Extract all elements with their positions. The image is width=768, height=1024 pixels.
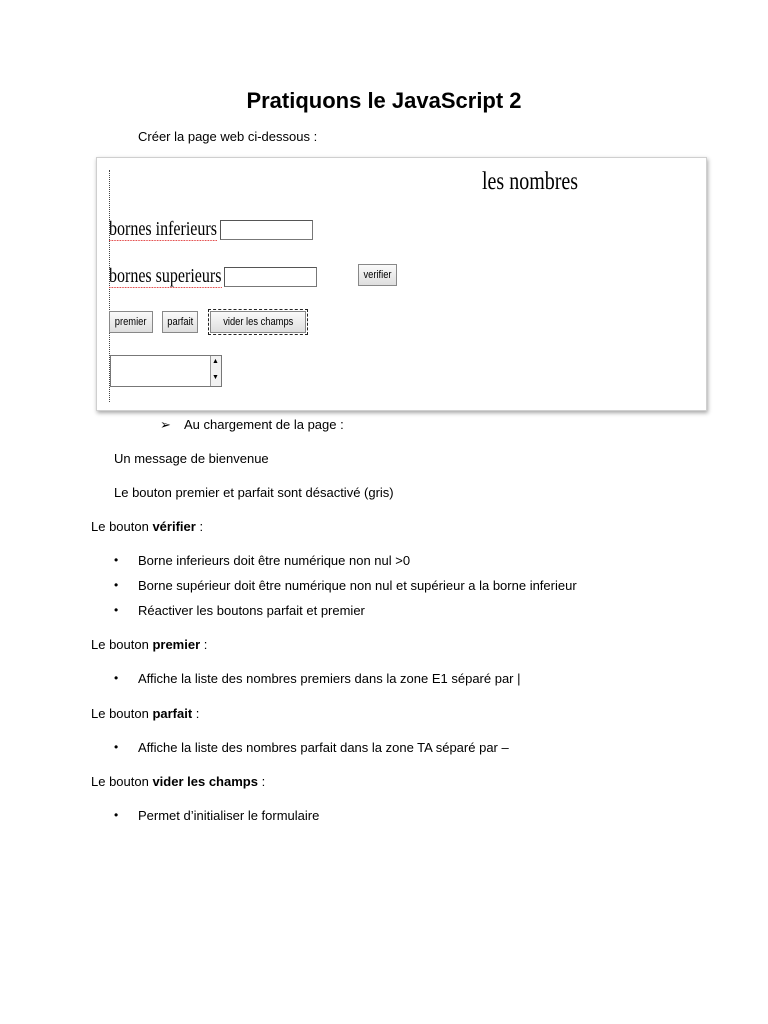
heading-name: vérifier xyxy=(152,519,196,534)
verifier-button xyxy=(358,264,397,286)
vider-champs-button-label: vider les champs xyxy=(222,316,294,328)
parfait-heading xyxy=(91,706,199,721)
heading-suffix: : xyxy=(195,519,204,534)
vider-item: Permet d’initialiser le formulaire xyxy=(138,808,320,823)
vider-champs-button xyxy=(210,311,306,333)
heading-prefix: Le bouton xyxy=(91,774,153,789)
heading-prefix: Le bouton xyxy=(91,637,153,652)
desactive-text: Le bouton premier et parfait sont désactivé (gris) xyxy=(114,485,394,500)
textarea-scrollbar xyxy=(210,356,221,386)
input-bornes-inferieurs xyxy=(220,220,313,240)
bullet-icon: • xyxy=(114,808,119,822)
chargement-heading: Au chargement de la page : xyxy=(184,417,344,432)
bullet-icon: • xyxy=(114,578,119,592)
page-preview-figure xyxy=(96,157,707,411)
bullet-icon: • xyxy=(114,740,119,754)
bullet-icon: • xyxy=(114,671,119,685)
heading-name: premier xyxy=(152,637,201,652)
verifier-item-2: Borne supérieur doit être numérique non nul et supérieur a la borne inferieur xyxy=(138,578,577,593)
heading-name: parfait xyxy=(152,706,193,721)
label-bornes-superieurs xyxy=(109,265,221,288)
page-title: Pratiquons le JavaScript 2 xyxy=(246,88,522,113)
intro-text: Créer la page web ci-dessous : xyxy=(138,129,318,144)
vider-heading xyxy=(91,774,265,789)
input-bornes-superieurs xyxy=(224,267,317,287)
verifier-item-3: Réactiver les boutons parfait et premier xyxy=(138,603,365,618)
heading-suffix: : xyxy=(257,774,266,789)
scroll-down-icon: ▼ xyxy=(212,374,219,381)
textarea-ta xyxy=(110,355,222,387)
heading-prefix: Le bouton xyxy=(91,519,153,534)
premier-item: Affiche la liste des nombres premiers dans la zone E1 séparé par | xyxy=(138,671,521,686)
parfait-item: Affiche la liste des nombres parfait dans la zone TA séparé par – xyxy=(138,740,509,755)
heading-suffix: : xyxy=(192,706,200,721)
parfait-button xyxy=(162,311,198,333)
label-bornes-inferieurs-text: bornes inferieurs xyxy=(109,218,217,240)
premier-heading xyxy=(91,637,207,652)
label-bornes-inferieurs xyxy=(109,218,217,241)
verifier-heading xyxy=(91,519,203,534)
figure-title: les nombres xyxy=(482,168,579,195)
heading-suffix: : xyxy=(200,637,208,652)
parfait-button-label: parfait xyxy=(166,316,193,328)
verifier-item-1: Borne inferieurs doit être numérique non nul >0 xyxy=(138,553,411,568)
label-bornes-superieurs-text: bornes superieurs xyxy=(109,265,222,287)
bullet-icon: • xyxy=(114,553,119,567)
premier-button xyxy=(109,311,153,333)
heading-name: vider les champs xyxy=(152,774,258,789)
heading-prefix: Le bouton xyxy=(91,706,153,721)
scroll-up-icon: ▲ xyxy=(212,358,219,365)
verifier-button-label: verifier xyxy=(363,269,392,281)
chargement-arrow-icon: ➢ xyxy=(160,417,171,432)
premier-button-label: premier xyxy=(115,316,147,328)
bienvenue-text: Un message de bienvenue xyxy=(114,451,269,466)
bullet-icon: • xyxy=(114,603,119,617)
